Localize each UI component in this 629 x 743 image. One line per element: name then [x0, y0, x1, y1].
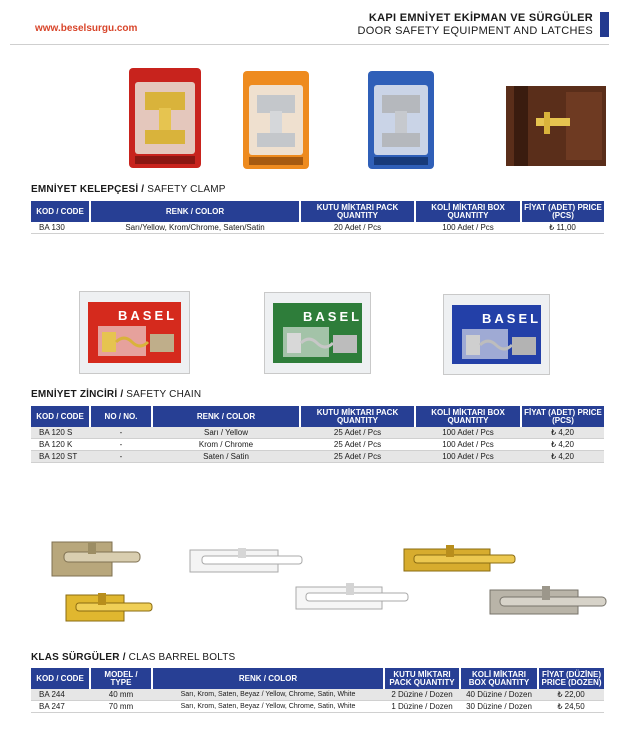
table-row [31, 427, 604, 439]
header-cell: KUTU MİKTARI PACK QUANTITY [384, 668, 460, 689]
table-row [31, 689, 604, 701]
chain-image [452, 305, 543, 366]
barrel-bolts-title-tr: KLAS SÜRGÜLER [31, 652, 120, 663]
header-cell: KOD / CODE [31, 668, 90, 689]
table-header-row [31, 201, 604, 222]
code-cell: BA 130 [31, 222, 90, 234]
brand-logo: BASEL [482, 311, 542, 326]
price-cell: ₺ 4,20 [521, 427, 604, 439]
box-quantity-cell: 100 Adet / Pcs [415, 439, 521, 451]
code-cell: BA 120 ST [31, 451, 90, 463]
color-cell: Saten / Satin [152, 451, 300, 463]
box-quantity-cell: 100 Adet / Pcs [415, 451, 521, 463]
clamp-image [243, 71, 309, 169]
table-row [31, 439, 604, 451]
price-cell: ₺ 4,20 [521, 439, 604, 451]
barrel-bolt-chrome [488, 586, 608, 618]
page-title-en: DOOR SAFETY EQUIPMENT AND LATCHES [357, 25, 593, 37]
pack-quantity-cell: 25 Adet / Pcs [300, 439, 415, 451]
pack-quantity-cell: 1 Düzine / Dozen [384, 701, 460, 713]
price-cell: ₺ 22,00 [538, 689, 604, 701]
door-installation-photo [506, 86, 606, 166]
color-cell: Sarı, Krom, Saten, Beyaz / Yellow, Chrome, Satin, White [152, 701, 384, 713]
table-row [31, 451, 604, 463]
safety-chain-title: EMNİYET ZİNCİRİ / SAFETY CHAIN [31, 389, 202, 400]
header-cell: FİYAT (ADET) PRICE (PCS) [521, 201, 604, 222]
header-cell: RENK / COLOR [152, 406, 300, 427]
header-cell: RENK / COLOR [90, 201, 300, 222]
price-cell: ₺ 24,50 [538, 701, 604, 713]
pack-quantity-cell: 25 Adet / Pcs [300, 427, 415, 439]
model-cell: 70 mm [90, 701, 152, 713]
header-cell: NO / NO. [90, 406, 152, 427]
price-cell: ₺ 4,20 [521, 451, 604, 463]
chain-image [88, 302, 183, 365]
header-divider [10, 44, 609, 45]
header-cell: KUTU MİKTARI PACK QUANTITY [300, 201, 415, 222]
header-cell: KOLİ MİKTARI BOX QUANTITY [415, 406, 521, 427]
barrel-bolt-satin [48, 538, 146, 580]
header-cell: KUTU MİKTARI PACK QUANTITY [300, 406, 415, 427]
code-cell: BA 120 K [31, 439, 90, 451]
clamp-image [368, 71, 434, 169]
page-title-tr: KAPI EMNİYET EKİPMAN VE SÜRGÜLER [368, 12, 593, 24]
clamp-image [129, 68, 201, 168]
header-cell: KOD / CODE [31, 201, 90, 222]
box-quantity-cell: 100 Adet / Pcs [415, 222, 521, 234]
safety-chain-title-en: SAFETY CHAIN [126, 389, 202, 400]
safety-chain-title-tr: EMNİYET ZİNCİRİ [31, 389, 118, 400]
table-row [31, 222, 604, 234]
color-cell: Sarı, Krom, Saten, Beyaz / Yellow, Chrome, Satin, White [152, 689, 384, 701]
table-header-row [31, 406, 604, 427]
pack-quantity-cell: 25 Adet / Pcs [300, 451, 415, 463]
barrel-bolt-yellow-long [402, 545, 517, 575]
color-cell: Sarı / Yellow [152, 427, 300, 439]
chain-package-green [264, 292, 371, 374]
brand-logo: BASEL [118, 308, 178, 323]
number-cell: - [90, 439, 152, 451]
header-cell: FİYAT (DÜZİNE) PRICE (DOZEN) [538, 668, 604, 689]
header-accent-bar [600, 12, 609, 37]
barrel-bolt-yellow [62, 591, 154, 623]
header-cell: FİYAT (ADET) PRICE (PCS) [521, 406, 604, 427]
product-package-orange [243, 71, 309, 169]
brand-logo: BASEL [303, 309, 363, 324]
header-cell: RENK / COLOR [152, 668, 384, 689]
product-package-red [129, 68, 201, 168]
chain-package-red [79, 291, 190, 374]
box-quantity-cell: 40 Düzine / Dozen [460, 689, 538, 701]
barrel-bolts-title: KLAS SÜRGÜLER / CLAS BARREL BOLTS [31, 652, 236, 663]
pack-quantity-cell: 2 Düzine / Dozen [384, 689, 460, 701]
box-quantity-cell: 30 Düzine / Dozen [460, 701, 538, 713]
safety-clamp-title-en: SAFETY CLAMP [147, 184, 226, 195]
barrel-bolts-title-en: CLAS BARREL BOLTS [128, 652, 236, 663]
number-cell: - [90, 427, 152, 439]
safety-clamp-title: EMNİYET KELEPÇESİ / SAFETY CLAMP [31, 184, 226, 195]
color-cell: Krom / Chrome [152, 439, 300, 451]
safety-clamp-title-tr: EMNİYET KELEPÇESİ [31, 184, 139, 195]
chain-image [273, 303, 364, 365]
color-cell: Sarı/Yellow, Krom/Chrome, Saten/Satin [90, 222, 300, 234]
code-cell: BA 247 [31, 701, 90, 713]
barrel-bolt-white-long [294, 583, 410, 613]
pack-quantity-cell: 20 Adet / Pcs [300, 222, 415, 234]
table-row [31, 701, 604, 713]
barrel-bolts-table [31, 668, 604, 713]
header-cell: MODEL / TYPE [90, 668, 152, 689]
number-cell: - [90, 451, 152, 463]
website-url[interactable]: www.beselsurgu.com [35, 23, 138, 34]
barrel-bolt-white [188, 548, 304, 576]
safety-chain-table [31, 406, 604, 463]
code-cell: BA 120 S [31, 427, 90, 439]
code-cell: BA 244 [31, 689, 90, 701]
header-cell: KOLİ MİKTARI BOX QUANTITY [460, 668, 538, 689]
price-cell: ₺ 11,00 [521, 222, 604, 234]
table-header-row [31, 668, 604, 689]
header-cell: KOD / CODE [31, 406, 90, 427]
product-package-blue [368, 71, 434, 169]
box-quantity-cell: 100 Adet / Pcs [415, 427, 521, 439]
page-title [358, 12, 593, 38]
model-cell: 40 mm [90, 689, 152, 701]
header-cell: KOLİ MİKTARI BOX QUANTITY [415, 201, 521, 222]
chain-package-blue [443, 294, 550, 375]
safety-clamp-table [31, 201, 604, 234]
